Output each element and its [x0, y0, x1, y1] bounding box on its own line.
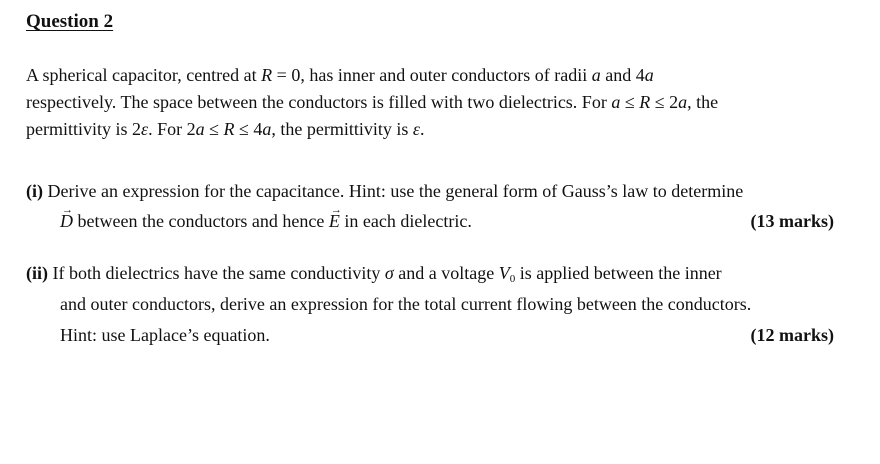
- math-symbol: a: [195, 119, 205, 139]
- math-symbol: a: [611, 92, 621, 112]
- part-i-line-1: [26, 180, 846, 210]
- math-symbol: a: [591, 65, 601, 85]
- part-i: [26, 180, 846, 240]
- part-i-label: (i): [26, 181, 43, 201]
- part-ii-text: If both dielectrics have the same conductivity: [48, 263, 385, 283]
- math-symbol: R: [261, 65, 273, 85]
- math-symbol: a: [262, 119, 272, 139]
- part-ii-text: is applied between the inner: [515, 263, 722, 283]
- part-ii-text: and a voltage: [393, 263, 499, 283]
- intro-text: = 0, has inner and outer conductors of radii: [272, 65, 592, 85]
- d-vector-symbol: → D: [60, 210, 73, 232]
- math-symbol: ε: [141, 119, 149, 139]
- intro-text: . For 2: [148, 119, 196, 139]
- math-symbol: a: [644, 65, 654, 85]
- question-intro: [26, 62, 866, 143]
- part-i-text: in each dielectric.: [339, 211, 472, 231]
- part-ii-text: and outer conductors, derive an expression for the total current flowing between the conductors.: [60, 294, 752, 314]
- intro-text: ≤ 2: [650, 92, 679, 112]
- math-symbol: R: [223, 119, 235, 139]
- intro-text: ≤: [620, 92, 640, 112]
- sigma-symbol: σ: [384, 263, 394, 283]
- intro-text: ≤ 4: [234, 119, 263, 139]
- math-symbol: R: [639, 92, 651, 112]
- intro-text: .: [419, 119, 425, 139]
- intro-text: permittivity is 2: [26, 119, 141, 139]
- part-i-line-2: [26, 210, 846, 240]
- intro-text: , the: [687, 92, 719, 112]
- part-ii-label: (ii): [26, 263, 48, 283]
- voltage-subscript: 0: [509, 273, 516, 285]
- part-ii-line-1: [26, 262, 846, 293]
- part-ii-marks: (12 marks): [750, 325, 834, 345]
- question-title: Question 2: [26, 11, 114, 32]
- part-ii-text: Hint: use Laplace’s equation.: [60, 325, 270, 345]
- intro-text: and 4: [600, 65, 645, 85]
- e-vector-symbol: → E: [329, 210, 340, 232]
- part-ii: [26, 262, 846, 355]
- math-symbol: a: [678, 92, 688, 112]
- part-i-marks: (13 marks): [750, 211, 834, 231]
- intro-text: respectively. The space between the conductors is filled with two dielectrics. For: [26, 92, 612, 112]
- part-i-text: between the conductors and hence: [73, 211, 329, 231]
- intro-text: , the permittivity is: [271, 119, 413, 139]
- part-ii-line-2: [26, 293, 846, 324]
- intro-text: ≤: [204, 119, 224, 139]
- intro-text: A spherical capacitor, centred at: [26, 65, 262, 85]
- part-i-text: Derive an expression for the capacitance. Hint: use the general form of Gauss’s law to determine: [43, 181, 744, 201]
- voltage-symbol: V: [498, 263, 510, 283]
- math-symbol: ε: [412, 119, 420, 139]
- part-ii-line-3: [26, 324, 846, 355]
